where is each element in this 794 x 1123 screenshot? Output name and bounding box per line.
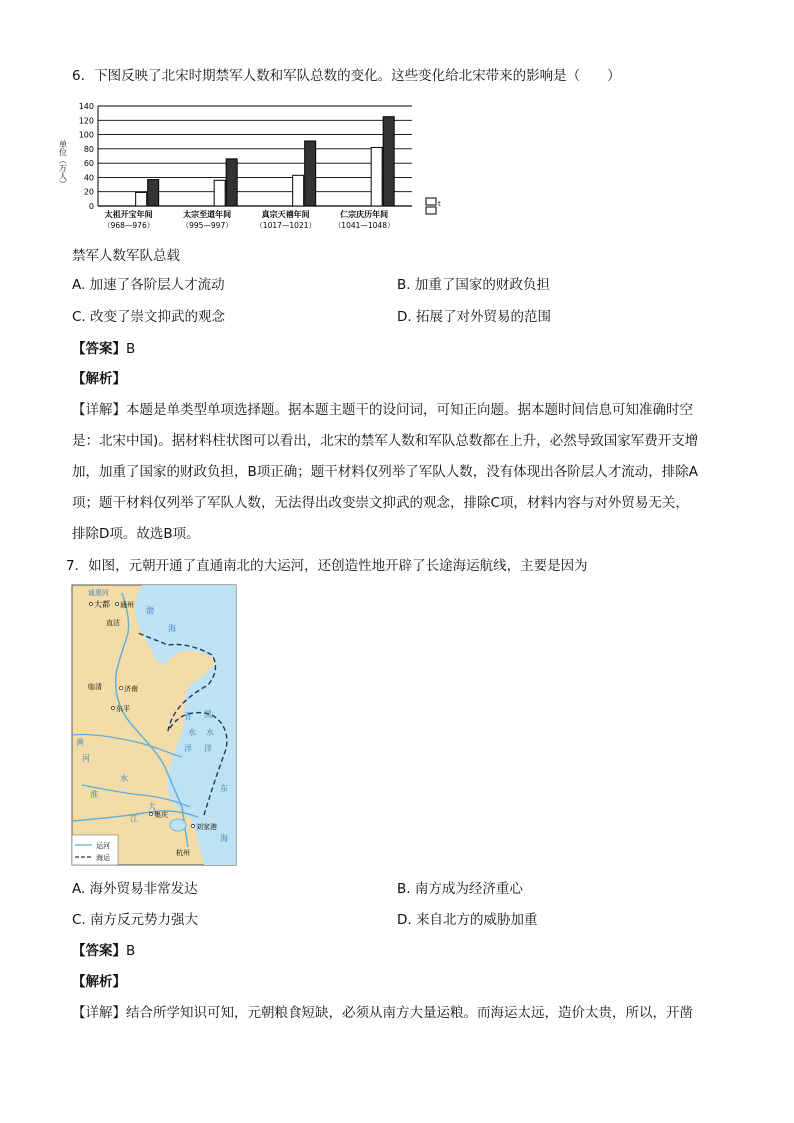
y-tick-label: 20 [83, 187, 94, 197]
y-tick-label: 120 [78, 116, 94, 126]
q7-detail-line-1: 【详解】结合所学知识可知，元朝粮食短缺，必须从南方大量运粮。而海运太远，造价太贵，所以，开凿 [72, 1005, 693, 1021]
y-tick-label: 100 [78, 130, 94, 140]
bar-total-army [148, 180, 159, 206]
bar-imperial-guard [136, 192, 147, 206]
map-river-label: 大 [148, 802, 156, 811]
map-sea-label: 洋 [204, 744, 212, 753]
map-lake [170, 819, 186, 831]
legend-mark: t [438, 200, 441, 208]
q7-option-a[interactable] [72, 879, 198, 899]
x-tick-years: （1017—1021） [255, 221, 317, 230]
map-place-label: 临清 [88, 683, 102, 691]
q6-answer [72, 339, 135, 359]
option-label: D. [397, 309, 412, 325]
map-sea-label: 青 [184, 712, 192, 721]
map-place-label: 直沽 [106, 619, 120, 627]
x-tick-years: （1041—1048） [333, 221, 395, 230]
map-sea-label: 黑 [204, 710, 212, 719]
map-place-label: 济南 [124, 685, 138, 693]
map-river-label: 河 [82, 754, 90, 763]
map-place-label: 通惠河 [88, 589, 109, 597]
map-sea-label: 渤 [146, 606, 154, 615]
y-axis-label: 单位（万人） [58, 140, 68, 188]
legend-canal-text: 运河 [96, 842, 110, 850]
city-dot [149, 812, 152, 815]
answer-value: B [126, 943, 136, 959]
option-text: 加速了各阶层人才流动 [89, 277, 225, 293]
q6-option-d[interactable] [397, 307, 551, 327]
q6-detail-line-5: 排除D项。故选B项。 [72, 526, 200, 542]
x-tick-label: 太宗至道年间 [183, 210, 232, 219]
map-river-label: 黄 [76, 738, 84, 747]
option-text: 拓展了对外贸易的范围 [415, 309, 551, 325]
city-dot [115, 602, 118, 605]
map-river-label: 水 [120, 774, 128, 783]
option-label: D. [397, 912, 412, 928]
bar-imperial-guard [214, 180, 225, 206]
option-label: C. [72, 912, 86, 928]
city-dot [111, 706, 114, 709]
q6-detail-line-2: 是：北宋中国)。据材料柱状图可以看出，北宋的禁军人数和军队总数都在上升，必然导致国家军费开支增 [72, 433, 699, 449]
yuan-canal-map [72, 585, 236, 865]
q6-detail-line-3: 加，加重了国家的财政负担，B项正确；题干材料仅列举了军队人数，没有体现出各阶层人才流动，排除A [72, 464, 698, 480]
map-place-label: 刘家港 [196, 823, 217, 831]
option-label: B. [397, 881, 411, 897]
city-dot [191, 824, 194, 827]
q7-analysis-tag: 【解析】 [72, 974, 126, 990]
q6-caption: 禁军人数军队总载 [72, 248, 180, 264]
map-sea-label: 水 [188, 728, 196, 737]
bar-total-army [305, 141, 316, 206]
option-text: 南方成为经济重心 [414, 881, 523, 897]
bar-total-army [383, 117, 394, 206]
legend-swatch-1 [426, 198, 436, 205]
map-place-label: 通州 [120, 601, 134, 609]
map-legend [72, 835, 118, 865]
q6-analysis-tag: 【解析】 [72, 371, 126, 387]
answer-tag: 【答案】 [72, 943, 126, 959]
x-tick-label: 仁宗庆历年间 [340, 210, 389, 219]
legend-sea-text: 海运 [96, 854, 110, 862]
map-place-label: 杭州 [176, 849, 190, 857]
q7-option-c[interactable] [72, 910, 198, 930]
q6-option-a[interactable] [72, 275, 225, 295]
map-sea-label: 洋 [184, 744, 192, 753]
option-text: 改变了崇文抑武的观念 [90, 309, 226, 325]
q6-stem: 6．下图反映了北宋时期禁军人数和军队总数的变化。这些变化给北宋带来的影响是（ ） [72, 68, 621, 84]
bar-total-army [226, 159, 237, 206]
x-tick-years: （995—997） [181, 221, 233, 230]
map-sea-label: 东 [220, 784, 228, 793]
q7-stem: 7．如图，元朝开通了直通南北的大运河，还创造性地开辟了长途海运航线，主要是因为 [66, 558, 588, 574]
option-label: A. [72, 277, 86, 293]
map-place-label: 大都 [94, 600, 110, 609]
x-tick-label: 真宗天禧年间 [261, 210, 310, 219]
city-dot [89, 602, 92, 605]
q6-detail-line-1: 【详解】本题是单类型单项选择题。据本题主题干的设问词，可知正向题。据本题时间信息可知准确时空 [72, 402, 693, 418]
q7-option-b[interactable] [397, 879, 523, 899]
option-label: B. [397, 277, 411, 293]
q6-detail-line-4: 项；题干材料仅列举了军队人数，无法得出改变崇文抑武的观念，排除C项，材料内容与对外贸易无关， [72, 495, 689, 511]
city-dot [119, 686, 122, 689]
x-tick-years: （968—976） [103, 221, 155, 230]
y-tick-label: 0 [88, 202, 94, 211]
map-sea-label: 水 [206, 728, 214, 737]
y-tick-label: 60 [83, 159, 94, 169]
bar-chart [60, 98, 440, 236]
x-tick-label: 太祖开宝年间 [104, 210, 153, 219]
option-text: 南方反元势力强大 [90, 912, 199, 928]
bar-imperial-guard [293, 175, 304, 206]
option-label: C. [72, 309, 86, 325]
legend-swatch-2 [426, 207, 436, 214]
q7-answer [72, 941, 135, 961]
map-sea-label: 海 [220, 834, 228, 843]
q7-option-d[interactable] [397, 910, 537, 930]
y-tick-label: 80 [83, 144, 94, 154]
map-river-label: 淮 [90, 790, 98, 799]
q6-option-b[interactable] [397, 275, 550, 295]
y-tick-label: 140 [78, 102, 94, 111]
y-tick-label: 40 [83, 173, 94, 183]
option-text: 加重了国家的财政负担 [414, 277, 550, 293]
map-sea-label: 海 [168, 624, 176, 633]
q6-option-c[interactable] [72, 307, 225, 327]
bar-imperial-guard [371, 147, 382, 206]
map-place-label: 集庆 [154, 811, 168, 819]
option-label: A. [72, 881, 86, 897]
option-text: 来自北方的威胁加重 [415, 912, 538, 928]
answer-value: B [126, 341, 136, 357]
map-place-label: 东平 [116, 705, 130, 713]
answer-tag: 【答案】 [72, 341, 126, 357]
option-text: 海外贸易非常发达 [89, 881, 198, 897]
map-river-label: 江 [130, 814, 138, 823]
